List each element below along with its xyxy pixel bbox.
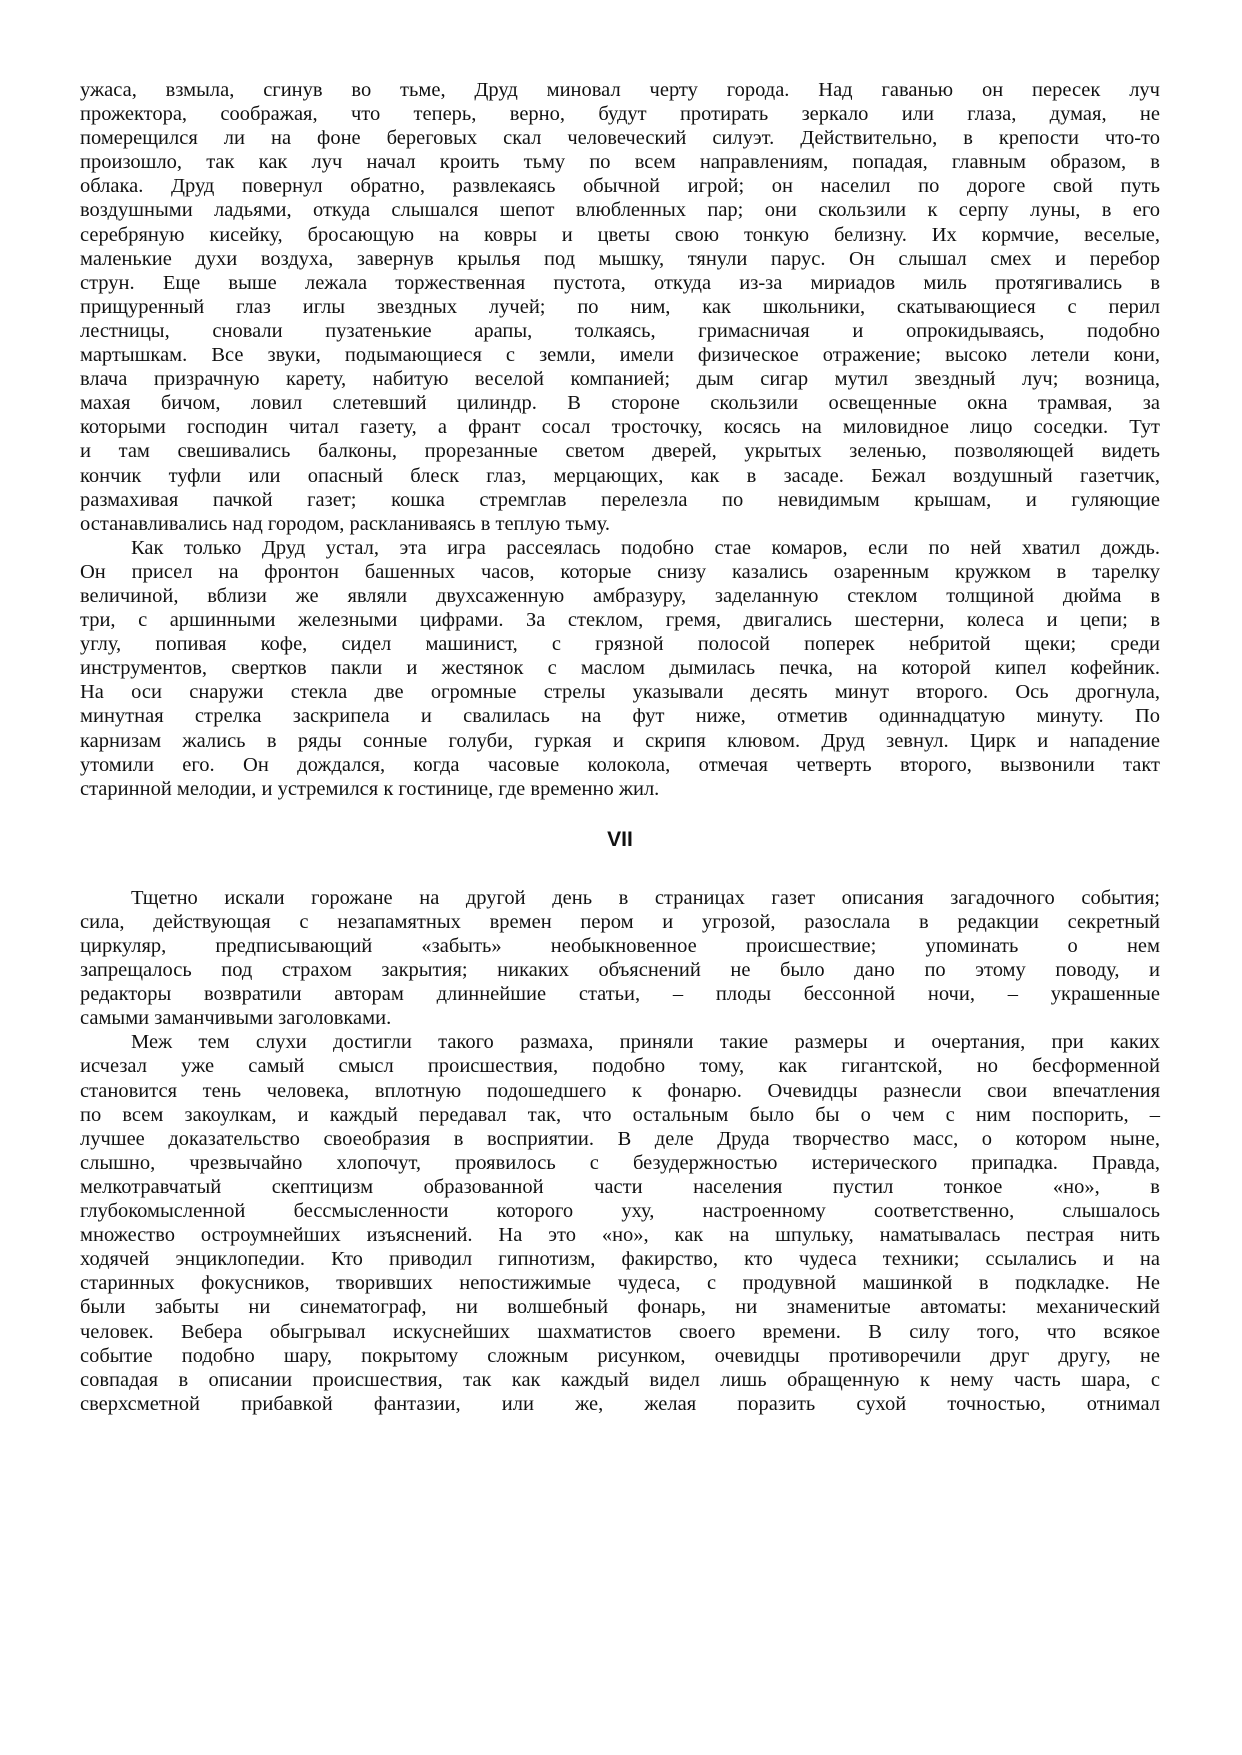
- text-line: мартышкам. Все звуки, подымающиеся с земли, имели физическое отражение; высоко летели кони,: [80, 344, 1160, 367]
- text-line: серебряную кисейку, бросающую на ковры и цветы свою тонкую белизну. Их кормчие, веселые,: [80, 223, 1160, 246]
- text-line: совпадая в описании происшествия, так как каждый видел лишь обращенную к нему часть шара, с: [80, 1368, 1160, 1391]
- text-line: прожектора, соображая, что теперь, верно, будут протирать зеркало или глаза, думая, не: [80, 103, 1160, 126]
- text-line: и там свешивались балконы, прорезанные светом дверей, укрытых зеленью, позволяющей видеть: [80, 440, 1160, 463]
- text-line: инструментов, свертков пакли и жестянок с маслом дымилась печка, на которой кипел кофейник.: [80, 657, 1160, 680]
- text-line: Как только Друд устал, эта игра рассеялась подобно стае комаров, если по ней хватил дождь.: [131, 536, 1160, 559]
- text-line: мелкотравчатый скептицизм образованной части населения пустил тонкое «но», в: [80, 1175, 1160, 1198]
- text-chapter-body: [80, 886, 1160, 1416]
- chapter-heading: VII: [607, 827, 633, 851]
- text-line: махая бичом, ловил слетевший цилиндр. В стороне скользили освещенные окна трамвая, за: [80, 392, 1160, 415]
- text-line: кончик туфли или опасный блеск глаз, мерцающих, как в засаде. Бежал воздушный газетчик,: [80, 464, 1160, 487]
- text-line: три, с аршинными железными цифрами. За стеклом, гремя, двигались шестерни, колеса и цепи; в: [80, 609, 1160, 632]
- text-line: останавливались над городом, раскланиваясь в теплую тьму.: [80, 512, 611, 535]
- text-line: струн. Еще выше лежала торжественная пустота, откуда из-за мириадов миль протягивались в: [80, 271, 1160, 294]
- text-line: самыми заманчивыми заголовками.: [80, 1007, 392, 1030]
- text-line: запрещалось под страхом закрытия; никаких объяснений не было дано по этому поводу, и: [80, 959, 1160, 982]
- text-line: событие подобно шару, покрытому сложным рисунком, очевидцы противоречили друг другу, не: [80, 1344, 1160, 1367]
- text-line: редакторы возвратили авторам длиннейшие статьи, – плоды бессонной ночи, – украшенные: [80, 983, 1160, 1006]
- text-line: циркуляр, предписывающий «забыть» необыкновенное происшествие; упоминать о нем: [80, 935, 1160, 957]
- text-line: старинных фокусников, творивших непостижимые чудеса, с продувной машинкой в подкладке. Не: [80, 1272, 1160, 1295]
- text-line: лестницы, сновали пузатенькие арапы, толкаясь, гримасничая и опрокидываясь, подобно: [80, 319, 1160, 342]
- text-line: маленькие духи воздуха, завернув крылья под мышку, тянули парус. Он слышал смех и перебор: [80, 247, 1160, 270]
- text-line: ужаса, взмыла, сгинув во тьме, Друд миновал черту города. Над гаванью он пересек луч: [80, 79, 1160, 101]
- text-line: карнизам жались в ряды сонные голуби, гуркая и скрипя клювом. Друд зевнул. Цирк и нападение: [80, 729, 1160, 752]
- text-line: Он присел на фронтон башенных часов, которые снизу казались озаренным кружком в тарелку: [80, 560, 1160, 583]
- text-line: прищуренный глаз иглы звездных лучей; по ним, как школьники, скатывающиеся с перил: [80, 295, 1160, 318]
- text-line: исчезал уже самый смысл происшествия, подобно тому, как гигантской, но бесформенной: [80, 1055, 1160, 1078]
- text-line: На оси снаружи стекла две огромные стрелы указывали десять минут второго. Ось дрогнула,: [80, 681, 1160, 704]
- text-before-chapter: [80, 78, 1160, 801]
- text-line: которыми господин читал газету, а франт сосал тросточку, косясь на миловидное лицо соседки. Тут: [80, 416, 1160, 439]
- text-line: становится тень человека, вплотную подошедшего к фонарю. Очевидцы разнесли свои впечатления: [80, 1079, 1160, 1102]
- text-line: сверхсметной прибавкой фантазии, или же, желая поразить сухой точностью, отнимал: [80, 1392, 1160, 1415]
- paragraph: [80, 78, 1160, 536]
- text-line: облака. Друд повернул обратно, развлекаясь обычной игрой; он населил по дороге свой путь: [80, 175, 1160, 198]
- text-line: Меж тем слухи достигли такого размаха, приняли такие размеры и очертания, при каких: [131, 1031, 1160, 1054]
- text-line: величиной, вблизи же являли двухсаженную амбразуру, заделанную стеклом толщиной дюйма в: [80, 584, 1160, 607]
- text-line: углу, попивая кофе, сидел машинист, с грязной полосой поперек небритой щеки; среди: [80, 633, 1160, 656]
- text-line: померещился ли на фоне береговых скал человеческий силуэт. Действительно, в крепости что-то: [80, 127, 1160, 150]
- text-line: размахивая пачкой газет; кошка стремглав перелезла по невидимым крышам, и гуляющие: [80, 488, 1160, 511]
- text-line: по всем закоулкам, и каждый передавал так, что остальным было бы о чем с ним поспорить, –: [80, 1103, 1160, 1126]
- text-line: старинной мелодии, и устремился к гостинице, где временно жил.: [80, 777, 660, 800]
- text-line: глубокомысленной бессмысленности которого уху, настроенному соответственно, слышалось: [80, 1200, 1160, 1223]
- text-line: человек. Вебера обыгрывал искуснейших шахматистов своего времени. В силу того, что всякое: [80, 1320, 1160, 1343]
- text-line: минутная стрелка заскрипела и свалилась на фут ниже, отметив одиннадцатую минуту. По: [80, 705, 1160, 728]
- text-line: воздушными ладьями, откуда слышался шепот влюбленных пар; они скользили к серпу луны, в его: [80, 199, 1160, 222]
- text-line: влача призрачную карету, набитую веселой компанией; дым сигар мутил звездный луч; возница,: [80, 368, 1160, 391]
- text-line: сила, действующая с незапамятных времен пером и угрозой, разослала в редакции секретный: [80, 910, 1160, 933]
- paragraph: [80, 886, 1160, 1031]
- document-page: [80, 78, 1160, 1416]
- text-line: ходячей энциклопедии. Кто приводил гипнотизм, факирство, кто чудеса техники; ссылались и на: [80, 1248, 1160, 1271]
- paragraph: [80, 1030, 1160, 1416]
- paragraph: [80, 536, 1160, 801]
- text-line: были забыты ни синематограф, ни волшебный фонарь, ни знаменитые автоматы: механический: [80, 1296, 1160, 1319]
- text-line: произошло, так как луч начал кроить тьму по всем направлениям, попадая, главным образом, в: [80, 151, 1160, 174]
- text-line: множество остроумнейших изъяснений. На это «но», как на шпульку, наматывалась пестрая нить: [80, 1224, 1160, 1247]
- text-line: лучшее доказательство своеобразия в восприятии. В деле Друда творчество масс, о котором ныне,: [80, 1127, 1160, 1150]
- text-line: слышно, чрезвычайно хлопочут, проявилось с безудержностью истерического припадка. Правда,: [80, 1151, 1160, 1174]
- text-line: Тщетно искали горожане на другой день в страницах газет описания загадочного события;: [131, 886, 1160, 909]
- text-line: утомили его. Он дождался, когда часовые колокола, отмечая четверть второго, вызвонили такт: [80, 753, 1160, 776]
